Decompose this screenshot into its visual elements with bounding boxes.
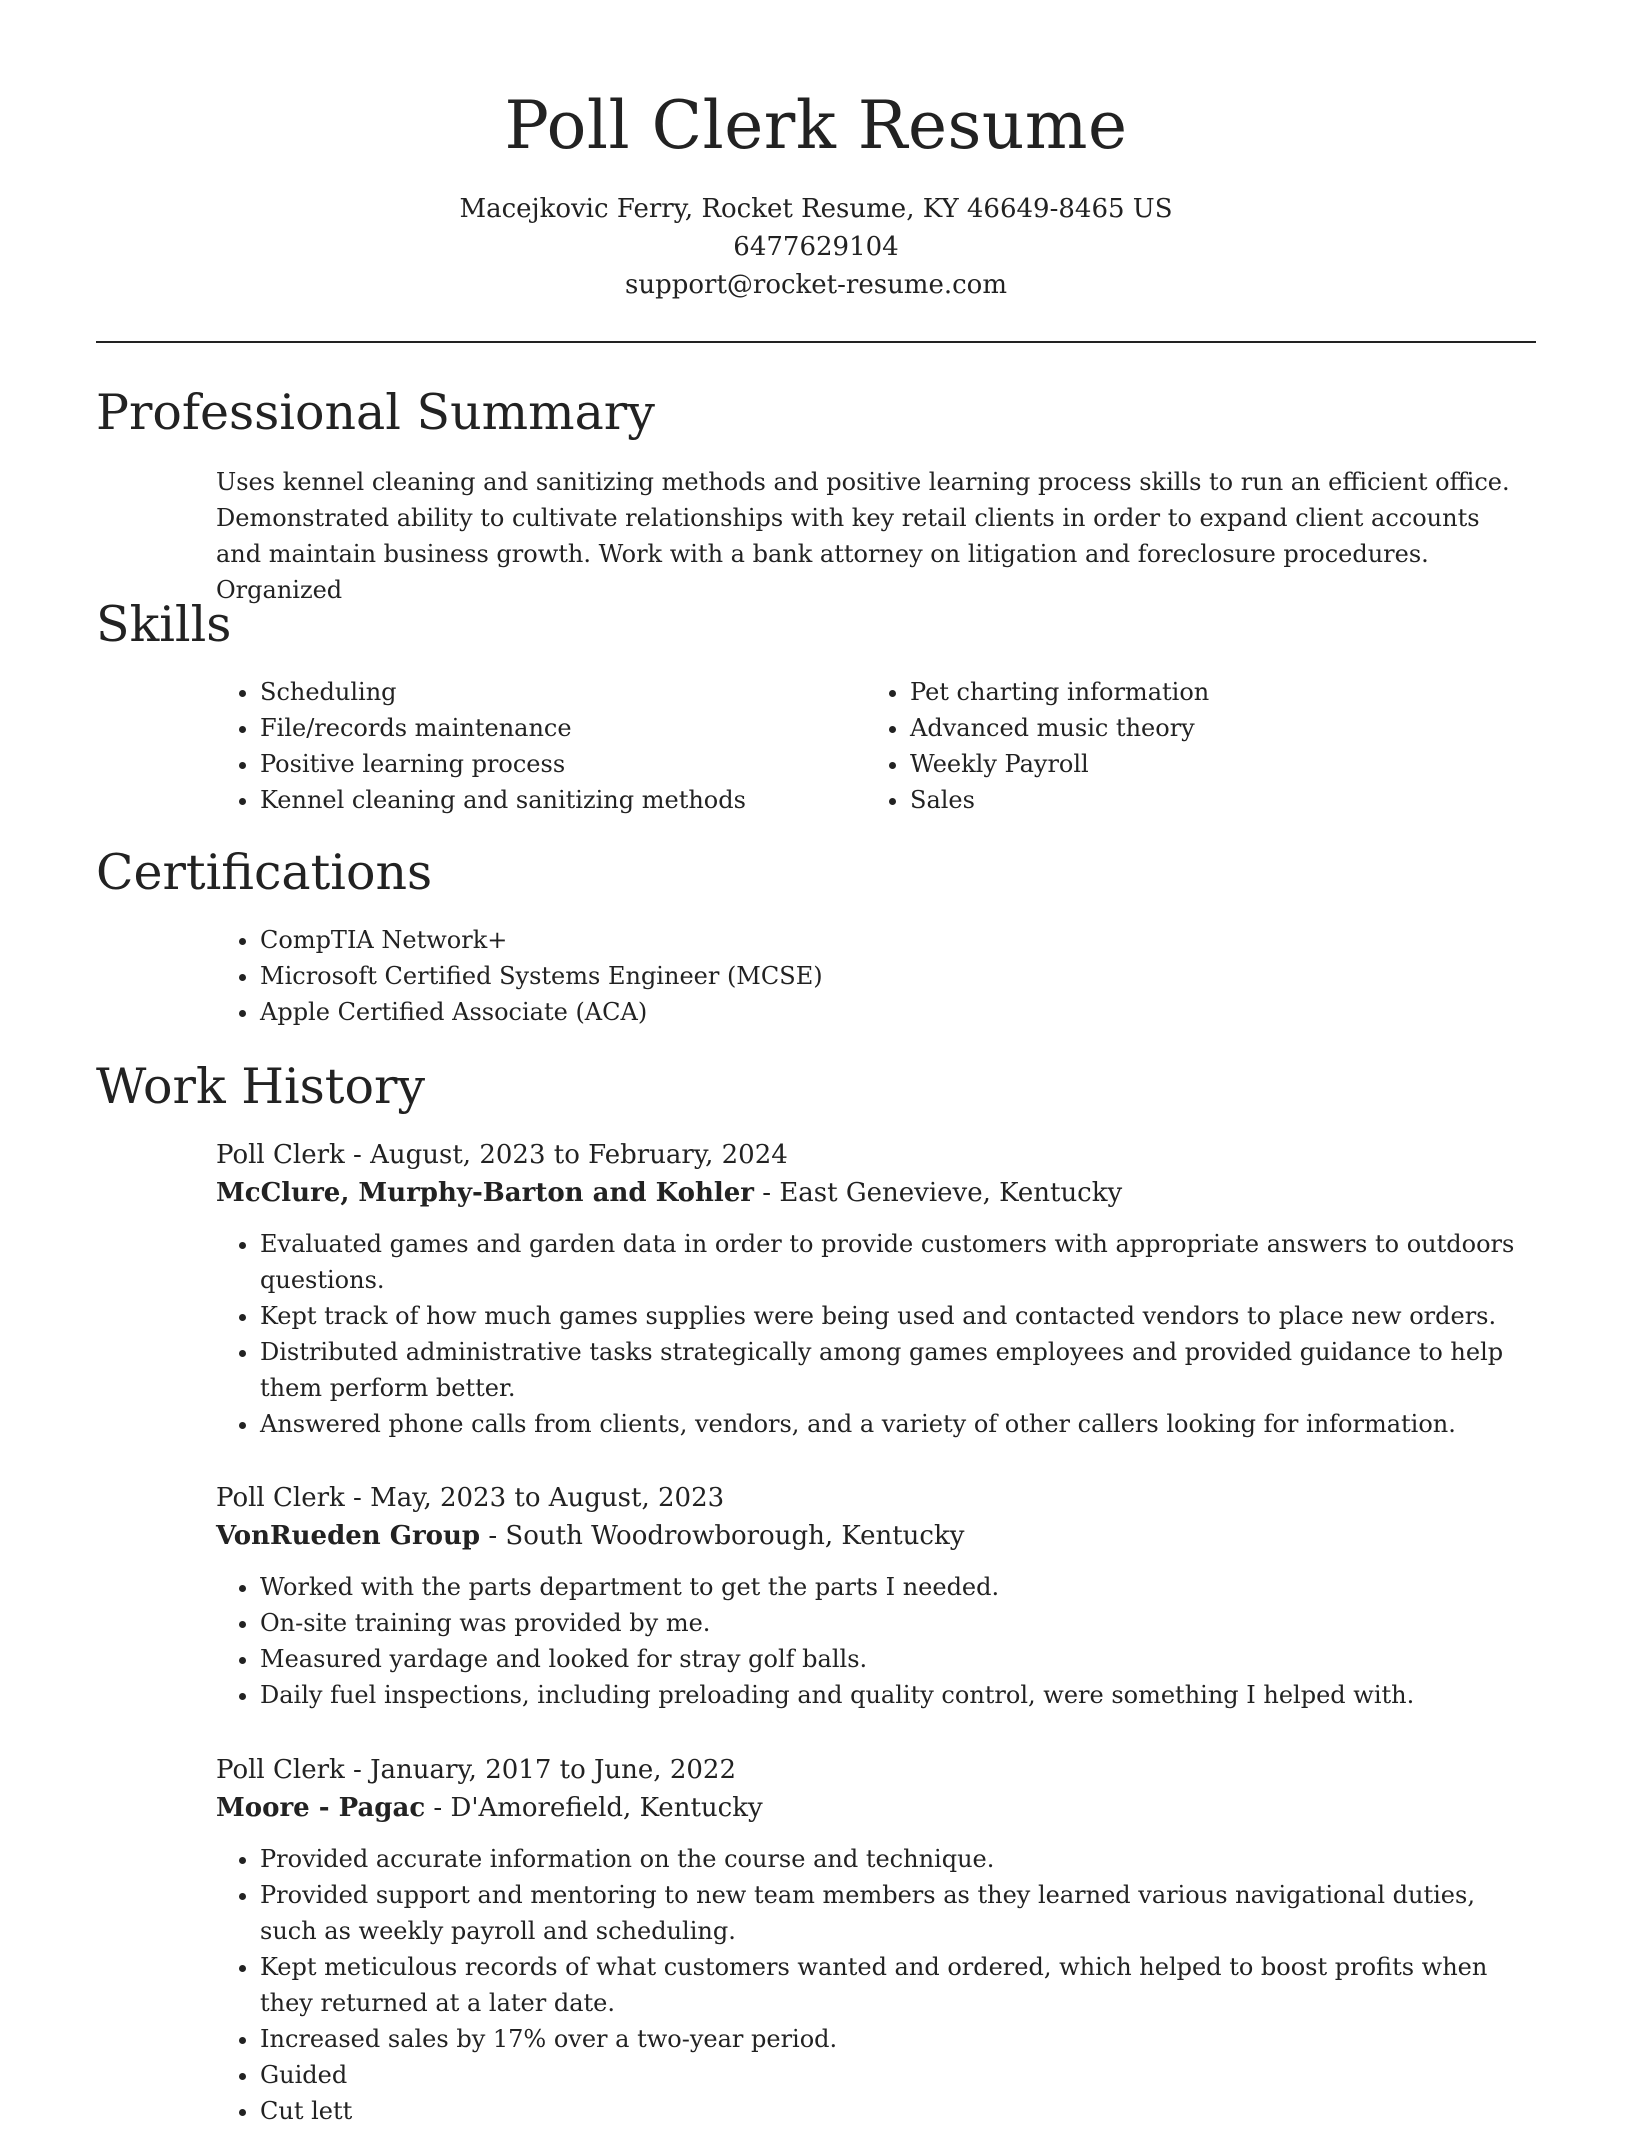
summary-text: Uses kennel cleaning and sanitizing methods and positive learning process skills to run an efficient office. Demonstrated ability to cultivate relationships with key retail clients in order to expand client accounts and maintain business growth. Work with a bank attorney on litigation and foreclosure procedures. Organized	[216, 468, 1510, 604]
job-entry	[216, 1136, 1536, 1442]
section-title-summary: Professional Summary	[96, 384, 655, 441]
job-company: Moore - Pagac	[216, 1793, 426, 1823]
section-title-skills: Skills	[96, 596, 232, 653]
certification-item: • Apple Certified Associate (ACA)	[260, 994, 1516, 1030]
skill-item: • File/records maintenance	[260, 710, 816, 746]
job-entry	[216, 1751, 1536, 2129]
skills-column-right	[866, 674, 1466, 818]
job-location: - East Genevieve, Kentucky	[754, 1178, 1123, 1208]
skill-item: • Advanced music theory	[910, 710, 1466, 746]
job-bullet: • Kept meticulous records of what customers wanted and ordered, which helped to boost profits when they returned at a later date.	[260, 1949, 1536, 2021]
job-company: VonRueden Group	[216, 1521, 481, 1551]
skill-item: • Scheduling	[260, 674, 816, 710]
job-company-line	[216, 1517, 1536, 1555]
skills-column-left	[216, 674, 816, 818]
job-bullet: • Worked with the parts department to get the parts I needed.	[260, 1569, 1536, 1605]
skill-item: • Weekly Payroll	[910, 746, 1466, 782]
certifications-list	[216, 922, 1516, 1030]
job-title-line: Poll Clerk - January, 2017 to June, 2022	[216, 1755, 736, 1785]
job-title-line: Poll Clerk - August, 2023 to February, 2024	[216, 1140, 788, 1170]
job-bullet: • Provided support and mentoring to new team members as they learned various navigational duties, such as weekly payroll and scheduling.	[260, 1877, 1536, 1949]
certification-item: • Microsoft Certified Systems Engineer (MCSE)	[260, 958, 1516, 994]
job-company-line	[216, 1789, 1536, 1827]
job-bullet: • Increased sales by 17% over a two-year period.	[260, 2021, 1536, 2057]
job-bullet: • Daily fuel inspections, including preloading and quality control, were something I helped with.	[260, 1677, 1536, 1713]
job-bullet: • On-site training was provided by me.	[260, 1605, 1536, 1641]
job-title-line: Poll Clerk - May, 2023 to August, 2023	[216, 1483, 725, 1513]
resume-header	[0, 0, 1632, 304]
skill-item: • Positive learning process	[260, 746, 816, 782]
job-bullet: • Cut lett	[260, 2093, 1536, 2129]
section-title-work-history: Work History	[96, 1058, 426, 1115]
job-bullet: • Distributed administrative tasks strategically among games employees and provided guidance to help them perform better.	[260, 1334, 1536, 1406]
job-entry	[216, 1479, 1536, 1713]
phone: 6477629104	[733, 232, 899, 262]
job-location: - D'Amorefield, Kentucky	[425, 1793, 763, 1823]
job-bullet: • Answered phone calls from clients, vendors, and a variety of other callers looking for information.	[260, 1406, 1536, 1442]
resume-title: Poll Clerk Resume	[504, 87, 1128, 164]
job-company-line	[216, 1174, 1536, 1212]
job-bullet: • Measured yardage and looked for stray golf balls.	[260, 1641, 1536, 1677]
job-bullet: • Evaluated games and garden data in order to provide customers with appropriate answers to outdoors questions.	[260, 1226, 1536, 1298]
skill-item: • Sales	[910, 782, 1466, 818]
email: support@rocket-resume.com	[624, 270, 1007, 300]
job-bullet: • Provided accurate information on the course and technique.	[260, 1841, 1536, 1877]
skill-item: • Kennel cleaning and sanitizing methods	[260, 782, 816, 818]
contact-info	[0, 190, 1632, 304]
address: Macejkovic Ferry, Rocket Resume, KY 46649-8465 US	[459, 194, 1173, 224]
header-divider	[96, 341, 1536, 343]
job-bullet: • Kept track of how much games supplies were being used and contacted vendors to place new orders.	[260, 1298, 1536, 1334]
job-location: - South Woodrowborough, Kentucky	[480, 1521, 965, 1551]
certification-item: • CompTIA Network+	[260, 922, 1516, 958]
skill-item: • Pet charting information	[910, 674, 1466, 710]
job-company: McClure, Murphy-Barton and Kohler	[216, 1178, 754, 1208]
job-bullet: • Guided	[260, 2057, 1536, 2093]
section-title-certifications: Certifications	[96, 844, 433, 901]
